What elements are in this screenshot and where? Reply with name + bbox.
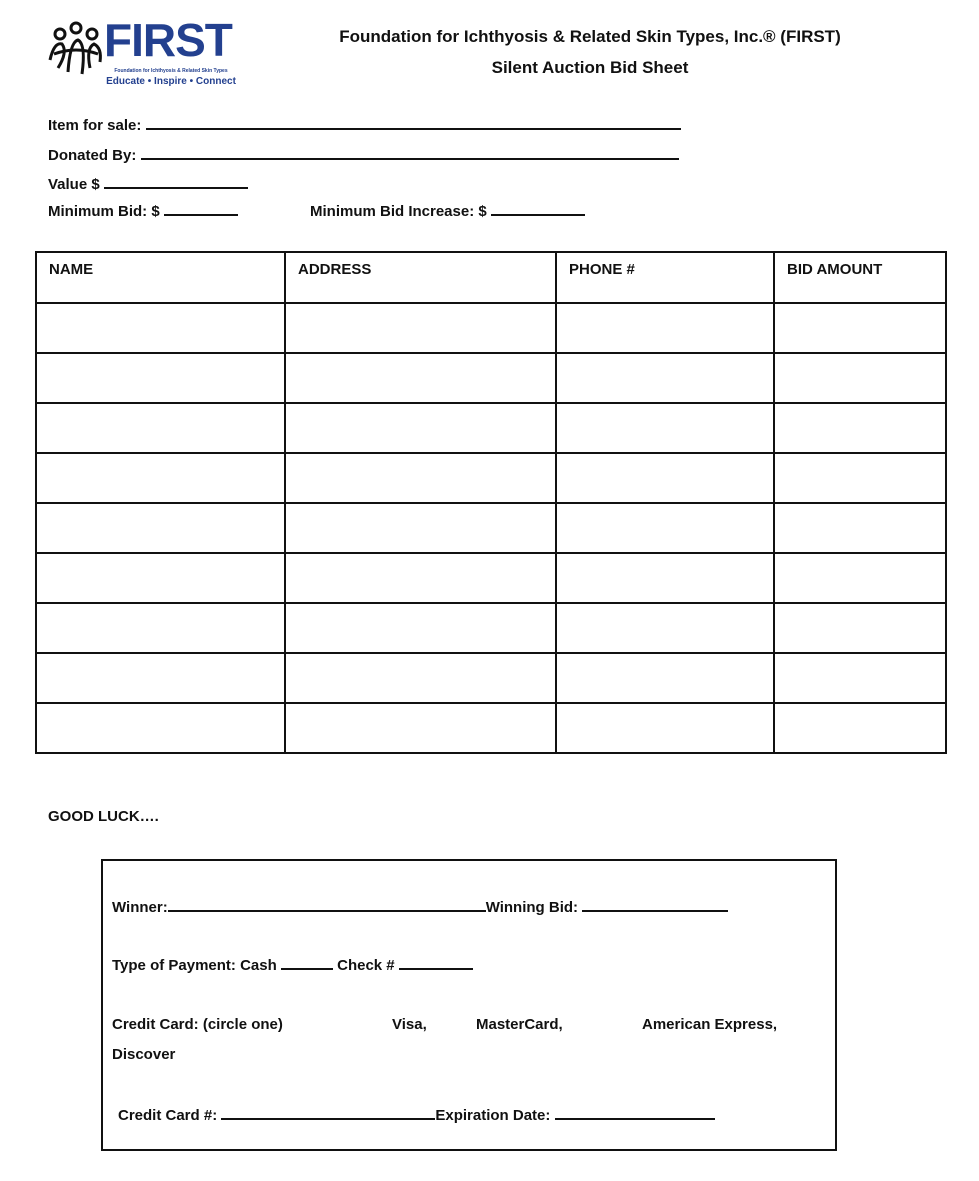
name-cell[interactable]: [36, 553, 285, 603]
minimum-bid-line[interactable]: [164, 202, 238, 216]
bid-amount-cell[interactable]: [774, 403, 946, 453]
card-number-label: Credit Card #:: [118, 1107, 218, 1124]
address-cell[interactable]: [285, 303, 556, 353]
address-cell[interactable]: [285, 403, 556, 453]
table-row: [36, 503, 946, 553]
bid-rows: [36, 303, 946, 753]
table-row: [36, 403, 946, 453]
first-logo: [46, 14, 246, 96]
donated-by-label: Donated By:: [48, 147, 137, 164]
check-number-line[interactable]: [399, 956, 473, 970]
column-header-bid-amount: BID AMOUNT: [774, 252, 946, 303]
minimum-bid-label: Minimum Bid: $: [48, 203, 160, 220]
payment-type-row: [112, 956, 473, 975]
address-cell[interactable]: [285, 503, 556, 553]
phone-cell[interactable]: [556, 603, 774, 653]
bid-table: [35, 251, 947, 754]
check-label: Check #: [337, 957, 395, 974]
logo-wordmark: FIRST: [104, 14, 232, 66]
name-cell[interactable]: [36, 703, 285, 753]
good-luck-text: GOOD LUCK….: [48, 808, 159, 825]
cash-line[interactable]: [281, 956, 333, 970]
bid-amount-cell[interactable]: [774, 553, 946, 603]
minimum-bid-increase-row: [310, 202, 585, 221]
organization-name: Foundation for Ichthyosis & Related Skin Types, Inc.® (FIRST): [339, 27, 841, 46]
address-cell[interactable]: [285, 703, 556, 753]
table-row: [36, 303, 946, 353]
bid-amount-cell[interactable]: [774, 353, 946, 403]
winning-bid-line[interactable]: [582, 898, 728, 912]
mastercard-option[interactable]: MasterCard,: [476, 1016, 563, 1033]
logo-fine-print: Foundation for Ichthyosis & Related Skin Types: [114, 68, 228, 74]
table-header-row: [36, 252, 946, 303]
name-cell[interactable]: [36, 503, 285, 553]
name-cell[interactable]: [36, 453, 285, 503]
minimum-bid-increase-line[interactable]: [491, 202, 585, 216]
expiration-date-label: Expiration Date:: [435, 1107, 551, 1124]
card-number-line[interactable]: [221, 1106, 435, 1120]
donated-by-row: [48, 146, 679, 165]
value-label: Value $: [48, 176, 100, 193]
address-cell[interactable]: [285, 603, 556, 653]
item-for-sale-label: Item for sale:: [48, 117, 142, 134]
phone-cell[interactable]: [556, 553, 774, 603]
american-express-option[interactable]: American Express,: [642, 1016, 778, 1033]
bid-amount-cell[interactable]: [774, 653, 946, 703]
column-header-name: NAME: [36, 252, 285, 303]
name-cell[interactable]: [36, 303, 285, 353]
item-for-sale-line[interactable]: [146, 116, 681, 130]
bid-amount-cell[interactable]: [774, 303, 946, 353]
phone-cell[interactable]: [556, 453, 774, 503]
item-for-sale-row: [48, 116, 681, 135]
value-row: [48, 175, 248, 194]
bid-amount-cell[interactable]: [774, 703, 946, 753]
winner-box: [101, 859, 837, 1151]
table-row: [36, 353, 946, 403]
winner-label: Winner:: [112, 899, 168, 916]
table-row: [36, 553, 946, 603]
table-row: [36, 603, 946, 653]
donated-by-line[interactable]: [141, 146, 679, 160]
bid-amount-cell[interactable]: [774, 603, 946, 653]
card-number-row: [118, 1106, 715, 1125]
name-cell[interactable]: [36, 403, 285, 453]
table-row: [36, 453, 946, 503]
name-cell[interactable]: [36, 353, 285, 403]
phone-cell[interactable]: [556, 303, 774, 353]
winning-bid-label: Winning Bid:: [485, 899, 579, 916]
name-cell[interactable]: [36, 603, 285, 653]
winner-line[interactable]: [168, 898, 486, 912]
winner-row: [112, 898, 728, 917]
payment-type-label: Type of Payment: Cash: [112, 957, 277, 974]
discover-option[interactable]: Discover: [112, 1046, 176, 1063]
minimum-bid-row: [48, 202, 238, 221]
bid-amount-cell[interactable]: [774, 503, 946, 553]
phone-cell[interactable]: [556, 653, 774, 703]
column-header-phone: PHONE #: [556, 252, 774, 303]
credit-card-circle-label: Credit Card: (circle one): [112, 1016, 283, 1033]
phone-cell[interactable]: [556, 703, 774, 753]
name-cell[interactable]: [36, 653, 285, 703]
address-cell[interactable]: [285, 353, 556, 403]
address-cell[interactable]: [285, 653, 556, 703]
table-row: [36, 653, 946, 703]
address-cell[interactable]: [285, 553, 556, 603]
column-header-address: ADDRESS: [285, 252, 556, 303]
phone-cell[interactable]: [556, 503, 774, 553]
expiration-date-line[interactable]: [555, 1106, 715, 1120]
address-cell[interactable]: [285, 453, 556, 503]
bid-amount-cell[interactable]: [774, 453, 946, 503]
phone-cell[interactable]: [556, 353, 774, 403]
phone-cell[interactable]: [556, 403, 774, 453]
page-title: Silent Auction Bid Sheet: [491, 58, 689, 77]
logo-tagline: Educate • Inspire • Connect: [106, 76, 236, 87]
visa-option[interactable]: Visa,: [392, 1016, 427, 1033]
table-row: [36, 703, 946, 753]
minimum-bid-increase-label: Minimum Bid Increase: $: [310, 203, 487, 220]
value-line[interactable]: [104, 175, 248, 189]
